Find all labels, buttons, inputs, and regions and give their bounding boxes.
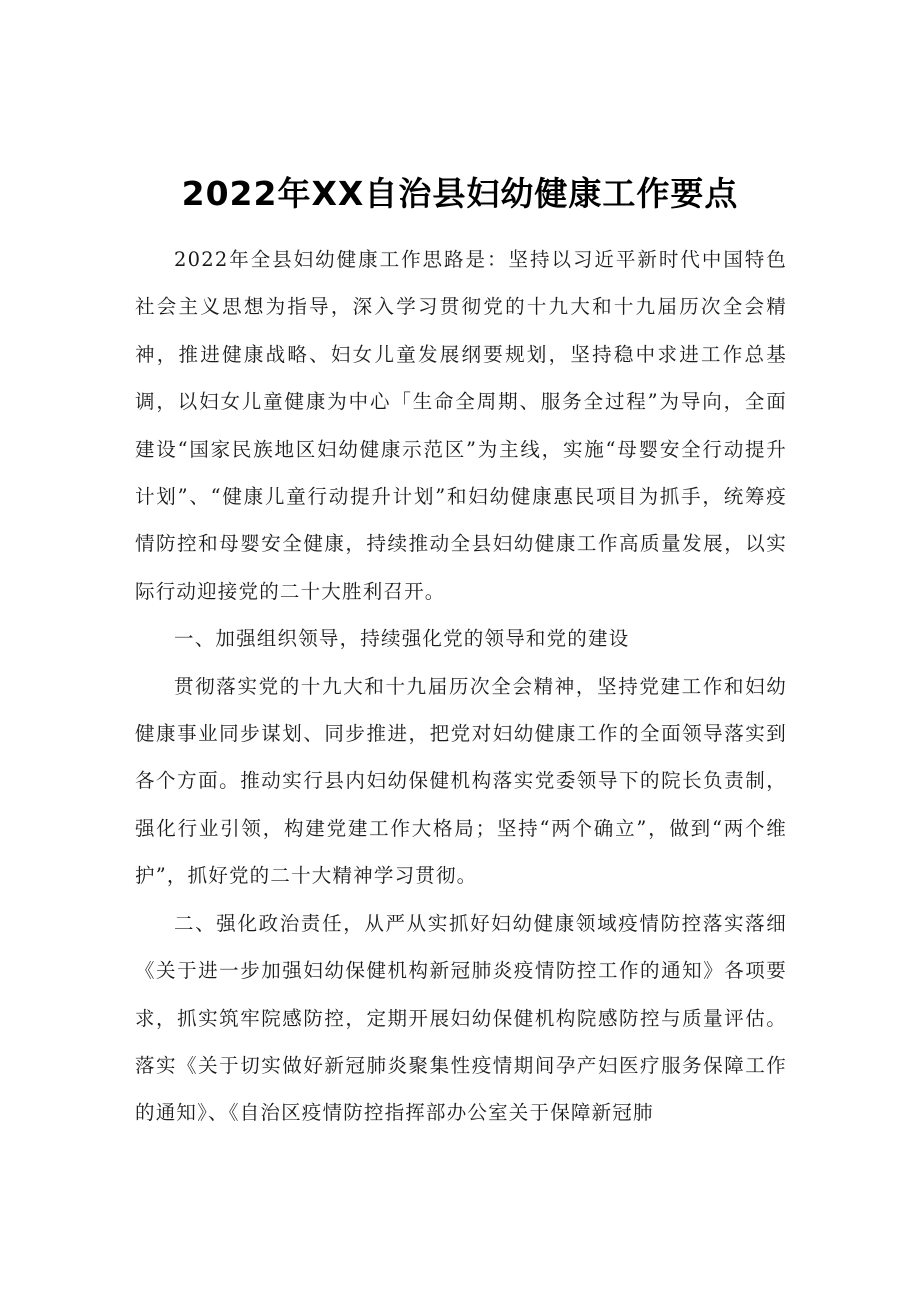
section-heading-1: 一、加强组织领导，持续强化党的领导和党的建设 <box>174 627 630 651</box>
paragraph-intro: 2022年全县妇幼健康工作思路是：坚持以习近平新时代中国特色社会主义思想为指导，深入学习贯彻党的十九大和十九届历次全会精神，推进健康战略、妇女儿童发展纲要规划，坚持稳中求进工作总基调，以妇女儿童健康为中心「生命全周期、服务全过程”为导向，全面建设“国家民族地区妇幼健康示范区”为主线，实施“母婴安全行动提升计划”、“健康儿童行动提升计划”和妇幼健康惠民项目为抓手，统筹疫情防控和母婴安全健康，持续推动全县妇幼健康工作高质量发展，以实际行动迎接党的二十大胜利召开。 <box>135 248 787 603</box>
paragraph-section-2: 二、强化政治责任，从严从实抓好妇幼健康领域疫情防控落实落细《关于进一步加强妇幼保健机构新冠肺炎疫情防控工作的通知》各项要求，抓实筑牢院感防控，定期开展妇幼保健机构院感防控与质量评估。落实《关于切实做好新冠肺炎聚集性疫情期间孕产妇医疗服务保障工作的通知》、《自治区疫情防控指挥部办公室关于保障新冠肺 <box>135 911 787 1125</box>
paragraph-section-1: 贯彻落实党的十九大和十九届历次全会精神，坚持党建工作和妇幼健康事业同步谋划、同步推进，把党对妇幼健康工作的全面领导落实到各个方面。推动实行县内妇幼保健机构落实党委领导下的院长负责制，强化行业引领，构建党建工作大格局；坚持“两个确立”，做到“两个维护”，抓好党的二十大精神学习贯彻。 <box>135 674 787 888</box>
document-body <box>135 236 787 1137</box>
document-title: 2022年XX自治县妇幼健康工作要点 <box>181 174 739 213</box>
